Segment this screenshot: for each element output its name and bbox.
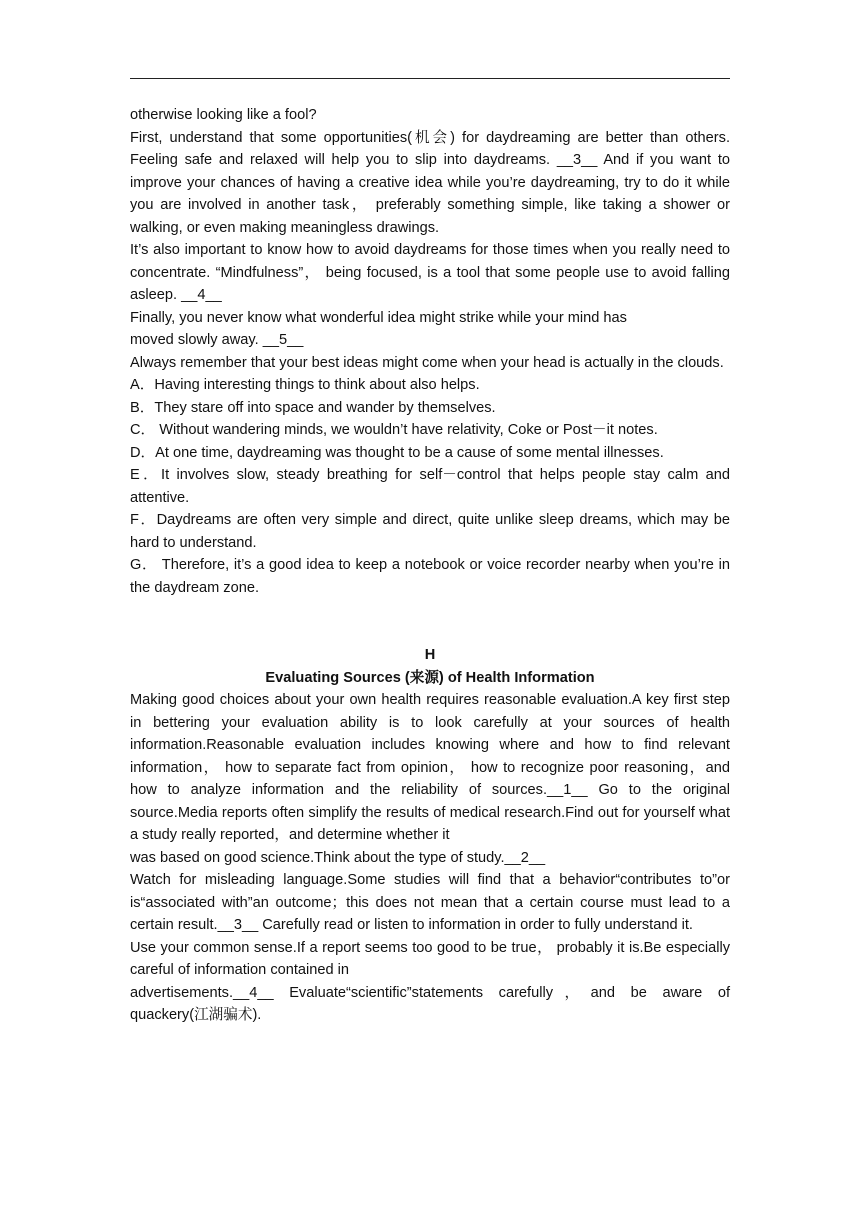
option-f: F．Daydreams are often very simple and direct, quite unlike sleep dreams, which may be hard to understand.: [130, 512, 730, 551]
paragraph: Watch for misleading language.Some studies will find that a behavior“contributes to”or is“associated with”an outcome；this does not mean that a certain course must lead to a certain result.__3__ Carefully read or listen to information in order to fully understand it.: [130, 872, 730, 933]
paragraph: Use your common sense.If a report seems too good to be true， probably it is.Be especially careful of information contained in: [130, 939, 730, 978]
document-body: [130, 104, 730, 1027]
option-b: B．They stare off into space and wander by themselves.: [130, 399, 496, 416]
paragraph: Always remember that your best ideas might come when your head is actually in the clouds.: [130, 354, 724, 371]
paragraph-line: moved slowly away. __5__: [130, 332, 304, 348]
paragraph-line: was based on good science.Think about the type of study.__2__: [130, 849, 546, 866]
paragraph-line: Finally, you never know what wonderful idea might strike while your mind has: [130, 309, 627, 326]
option-c: C． Without wandering minds, we wouldn’t have relativity, Coke or Post－it notes.: [130, 422, 658, 438]
paragraph: Making good choices about your own health requires reasonable evaluation.A key first step in bettering your evaluation ability is to look carefully at your sources of health information.Reasonable evaluation includes knowing where and how to find relevant information， how to separate fact from opinion， how to recognize poor reasoning，and how to analyze information and the reliability of sources.__1__ Go to the original source.Media reports often simplify the results of medical research.Find out for yourself what a study really reported，and determine whether it: [130, 692, 730, 843]
header-rule: [130, 78, 730, 79]
section-title: Evaluating Sources (来源) of Health Information: [265, 669, 595, 686]
option-e: E．It involves slow, steady breathing for self－control that helps people stay calm and attentive.: [130, 467, 730, 506]
paragraph-line: advertisements.__4__ Evaluate“scientific”statements carefully，and be aware of quackery(江湖骗术).: [130, 984, 730, 1023]
section-gap: [130, 599, 730, 644]
option-a: A．Having interesting things to think about also helps.: [130, 377, 480, 393]
paragraph: otherwise looking like a fool?: [130, 107, 317, 123]
option-d: D．At one time, daydreaming was thought to be a cause of some mental illnesses.: [130, 444, 664, 461]
option-g: G． Therefore, it’s a good idea to keep a notebook or voice recorder nearby when you’re in the daydream zone.: [130, 557, 730, 596]
paragraph: It’s also important to know how to avoid daydreams for those times when you really need to concentrate. “Mindfulness”， being focused, is a tool that some people use to avoid falling asleep. __4__: [130, 242, 730, 303]
paragraph: First, understand that some opportunities(机会) for daydreaming are better than others. Feeling safe and relaxed will help you to slip into daydreams. __3__ And if you want to improve your chances of having a creative idea while you’re daydreaming, try to do it while you are involved in another task， preferably something simple, like taking a shower or walking, or even making meaningless drawings.: [130, 129, 730, 236]
section-letter: H: [424, 647, 436, 663]
